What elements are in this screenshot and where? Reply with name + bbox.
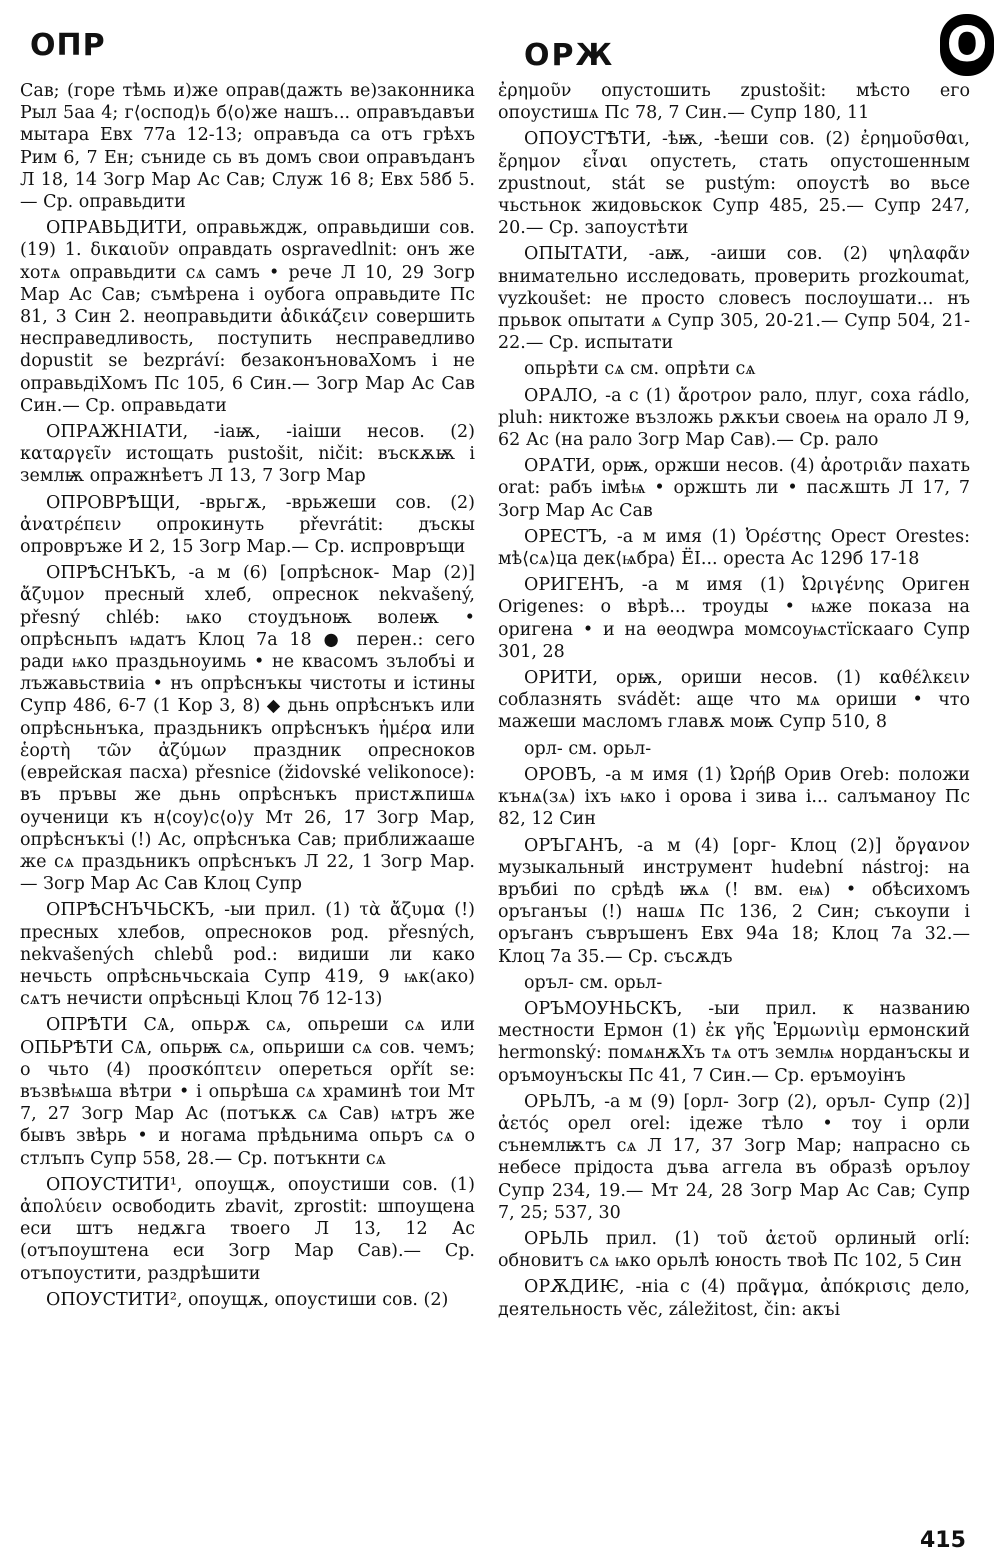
right-column	[498, 80, 970, 1540]
entry-paragraph: ОПРѢСНЪЧЬСКЪ, -ыи прил. (1) τὰ ἄζυμα (!) пресных хлебов, опресноков род. přesných, nekvašených chlebů pod.: видиши ли како нечьсть опрѣсньчьскаіа Супр 419, 9 ѩк(ако) сѧтъ нечисти опрѣсньці Клоц 7б 12-13)	[20, 900, 475, 1010]
entry-paragraph: Сав; (горе тѣмь и)же оправ(дажть ве)законника Рыл 5аа 4; г⟨оспод⟩ь б⟨о⟩же нашъ... оправъдавъи мытара Евх 77а 12-13; оправъда са отъ грѣхъ Рим 6, 7 Ен; съниде сь въ домъ свои оправъданъ Л 18, 14 Зогр Мар Ас Сав; Служ 16 8; Евх 58б 5.— Ср. оправьдити	[20, 81, 475, 213]
entry-paragraph: ОРАТИ, орѭ, оржши несов. (4) ἀροτριᾶν пахать orat: рабъ імѣѩ • оржшть ли • пасѫшть Л 17, 7 Зогр Мар Ас Сав	[498, 456, 970, 521]
entry-paragraph: ОПРѢТИ СѦ, опьрѫ сѧ, опьреши сѧ или ОПЬРѢТИ СѦ, опьрѭ сѧ, опьриши сѧ сов. чемъ; о чьто (4) προσκόπτειν опереться opřít se: възвѣѩша вѣтри • і опьрѣша сѧ храминѣ тои Мт 7, 27 Зогр Мар Ас (потъкѫ сѧ Сав) ѩтръ же бывъ звѣрь • и ногама прѣдьнима опьръ сѧ о стлъпъ Супр 558, 28.— Ср. потъкнти сѧ	[20, 1015, 475, 1169]
entry-paragraph: ОРЪМОУНЬСКЪ, -ыи прил. к названию местности Ермон (1) ἐκ γῆς Ἑρμωνιὶμ ермонский hermonský: помѧнѫХъ тѧ отъ землѩ норданъскы и оръмоунъскы Пс 41, 7 Син.— Ср. еръмоуінъ	[498, 998, 970, 1086]
entry-paragraph: ОРАЛО, -а с (1) ἄροτρον рало, плуг, соха rádlo, pluh: никтоже възложь рѫкъи своеѩ на орало Л 9, 62 Ас (на рало Зогр Мар Сав).— Ср. рало	[498, 385, 970, 451]
entry-paragraph: ОРЪГАНЪ, -а м (4) [орг- Клоц (2)] ὄργανον музыкальный инструмент hudební nástroj: на връбиі по срѣдѣ ѭѧ (! вм. еѩ) • обѣсихомъ оръганъы (!) нашѧ Пс 136, 2 Син; съкоупи і оръганъ съвръшенъ Евх 94а 18; Клоц 7а 32.— Клоц 7а 35.— Ср. съсѫдъ	[498, 835, 970, 967]
section-letter-badge: О	[940, 14, 994, 76]
entry-paragraph: ОРИГЕНЪ, -а м имя (1) Ὠριγένης Ориген Origenes: о вѣрѣ... троуды • ѩже показа на оригена • и на ѳеодwра момсоуѩстїскааго Супр 301, 28	[498, 575, 970, 662]
left-running-head: ОПР	[30, 28, 106, 63]
entry-paragraph: ἐρημοῦν опустошить zpustošit: мѣсто его опоустишѧ Пс 78, 7 Син.— Супр 180, 11	[498, 81, 970, 124]
entry-paragraph: опьрѣти сѧ см. опрѣти сѧ	[524, 359, 756, 380]
entry-paragraph: ОПЫТАТИ, -аѭ, -аиши сов. (2) ψηλαφᾶν внимательно исследовать, проверить prozkoumat, vyzkoušet: не просто словесъ послоушати... нъ прьвок опытати ѧ Супр 305, 20-21.— Супр 504, 21-22.— Ср. испытати	[498, 244, 970, 354]
page-number: 415	[920, 1528, 966, 1553]
entry-paragraph: ОПОУСТИТИ¹, опоущѫ, опоустиши сов. (1) ἀπολύειν освободить zbavit, zprostit: шпоущена еси штъ недѫга твоего Л 13, 12 Ас (отъпоуштена еси Зогр Мар Сав).— Ср. отъпоустити, раздрѣшити	[20, 1174, 475, 1284]
entry-paragraph: ОРЬЛЬ прил. (1) τοῦ ἀετοῦ орлиный orlí: обновитъ сѧ ѩко орьлѣ юность твоѣ Пс 102, 5 Син	[498, 1228, 970, 1272]
entry-paragraph: ОРОВЪ, -а м имя (1) Ὠρήβ Орив Oreb: положи кънѧ(зѧ) іхъ ѩко і орова і зива і... салъманоу Пс 82, 12 Син	[498, 764, 970, 830]
entry-paragraph: ОРЕСТЪ, -а м имя (1) Ὀρέστης Орест Orestes: мѣ⟨сѧ⟩ца дек⟨ѩбра⟩ ЁІ... ореста Ас 129б 17-18	[498, 526, 970, 570]
running-header	[0, 0, 1000, 80]
entry-paragraph: орл- см. орьл-	[524, 738, 652, 759]
entry-paragraph: ОПРОВРѢЩИ, -врьгѫ, -врьжеши сов. (2) ἀνατρέπειν опрокинуть převrátit: дъскы опровръже И 2, 15 Зогр Мар.— Ср. испровръщи	[20, 492, 475, 558]
entry-paragraph: оръл- см. орьл-	[524, 972, 663, 993]
entry-paragraph: ОПРѢСНЪКЪ, -а м (6) [опрѣснок- Мар (2)] ἄζυμον пресный хлеб, опреснок nekvašený, přesný chléb: ѩко стоудъноѭ волеѭ • опрѣсньпъ ѩдатъ Клоц 7а 18 ● перен.: сего ради ѩко праздьноуимь • не квасомъ зълобъі и лъжавьствиіа • нъ опрѣснъкы чистоты и істины Супр 486, 6-7 (1 Кор 3, 8) ◆ дьнь опрѣснъкъ или опрѣсньнъка, праздьникъ опрѣснъкъ ἡμέρα или ἑορτὴ τῶν ἀζύμων праздник опресноков (еврейская пасха) přesnice (židovské velikonoce): въ пръвы же дьнь опрѣснъкъ пристѫпишѧ оученици къ н⟨соу⟩с⟨о⟩у Мт 26, 17 Зогр Мар, опрѣснъкъі (!) Ас, опрѣснъка Сав; приближааше же сѧ праздьникъ опрѣснъкъ Л 22, 1 Зогр Мар.— Зогр Мар Ас Сав Клоц Супр	[20, 563, 475, 895]
entry-paragraph: ОРѪДИѤ, -ніа с (4) πρᾶγμα, ἀπόκρισις дело, деятельность věc, záležitost, čin: акъі	[498, 1277, 970, 1320]
entry-paragraph: ОПОУСТИТИ², опоущѫ, опоустиши сов. (2)	[46, 1289, 449, 1310]
entry-paragraph: ОРИТИ, орѭ, ориши несов. (1) καθέλκειν соблазнять svádět: аще что мѧ ориши • что мажеши масломъ главѫ моѭ Супр 510, 8	[498, 668, 970, 733]
entry-paragraph: ОПОУСТѢТИ, -ѣѭ, -ѣеши сов. (2) ἐρημοῦσθαι, ἔρημον εἶναι опустеть, стать опустошенным zpustnout, stát se pustým: опоустѣ во вьсе чьстьнок жидовьскок Супр 485, 25.— Супр 247, 20.— Ср. запоустѣти	[498, 129, 970, 239]
entry-paragraph: ОРЬЛЪ, -а м (9) [орл- Зогр (2), оръл- Супр (2)] ἀετός орел orel: ідеже тѣло • тоу і орли сънемлѭтъ сѧ Л 17, 37 Зогр Мар; напрасно сь небесе прідоста дъва аггела въ образѣ орълоу Супр 234, 19.— Мт 24, 28 Зогр Мар Ас Сав; Супр 7, 25; 537, 30	[498, 1091, 970, 1223]
entry-paragraph: ОПРАВЬДИТИ, оправьждж, оправьдиши сов. (19) 1. δικαιοῦν оправдать ospravedlnit: онъ же хотѧ оправьдити сѧ самъ • рече Л 10, 29 Зогр Мар Ас Сав; съмѣрена і оубога оправьдите Пс 81, 3 Син 2. неоправьдити ἀδικάζειν совершить несправедливость, поступить несправедливо dopustit se bezpráví: безаконъноваХомъ і не оправьдіХомъ Пс 105, 6 Син.— Зогр Мар Ас Сав Син.— Ср. оправьдати	[20, 218, 475, 416]
left-column	[20, 80, 475, 1540]
center-running-head: ОРЖ	[524, 38, 615, 73]
entry-paragraph: ОПРАЖНІАТИ, -іаѭ, -іаіши несов. (2) καταργεῖν истощать pustošit, ničit: въскѫѭ і землѭ опражнѣетъ Л 13, 7 Зогр Мар	[20, 422, 475, 487]
